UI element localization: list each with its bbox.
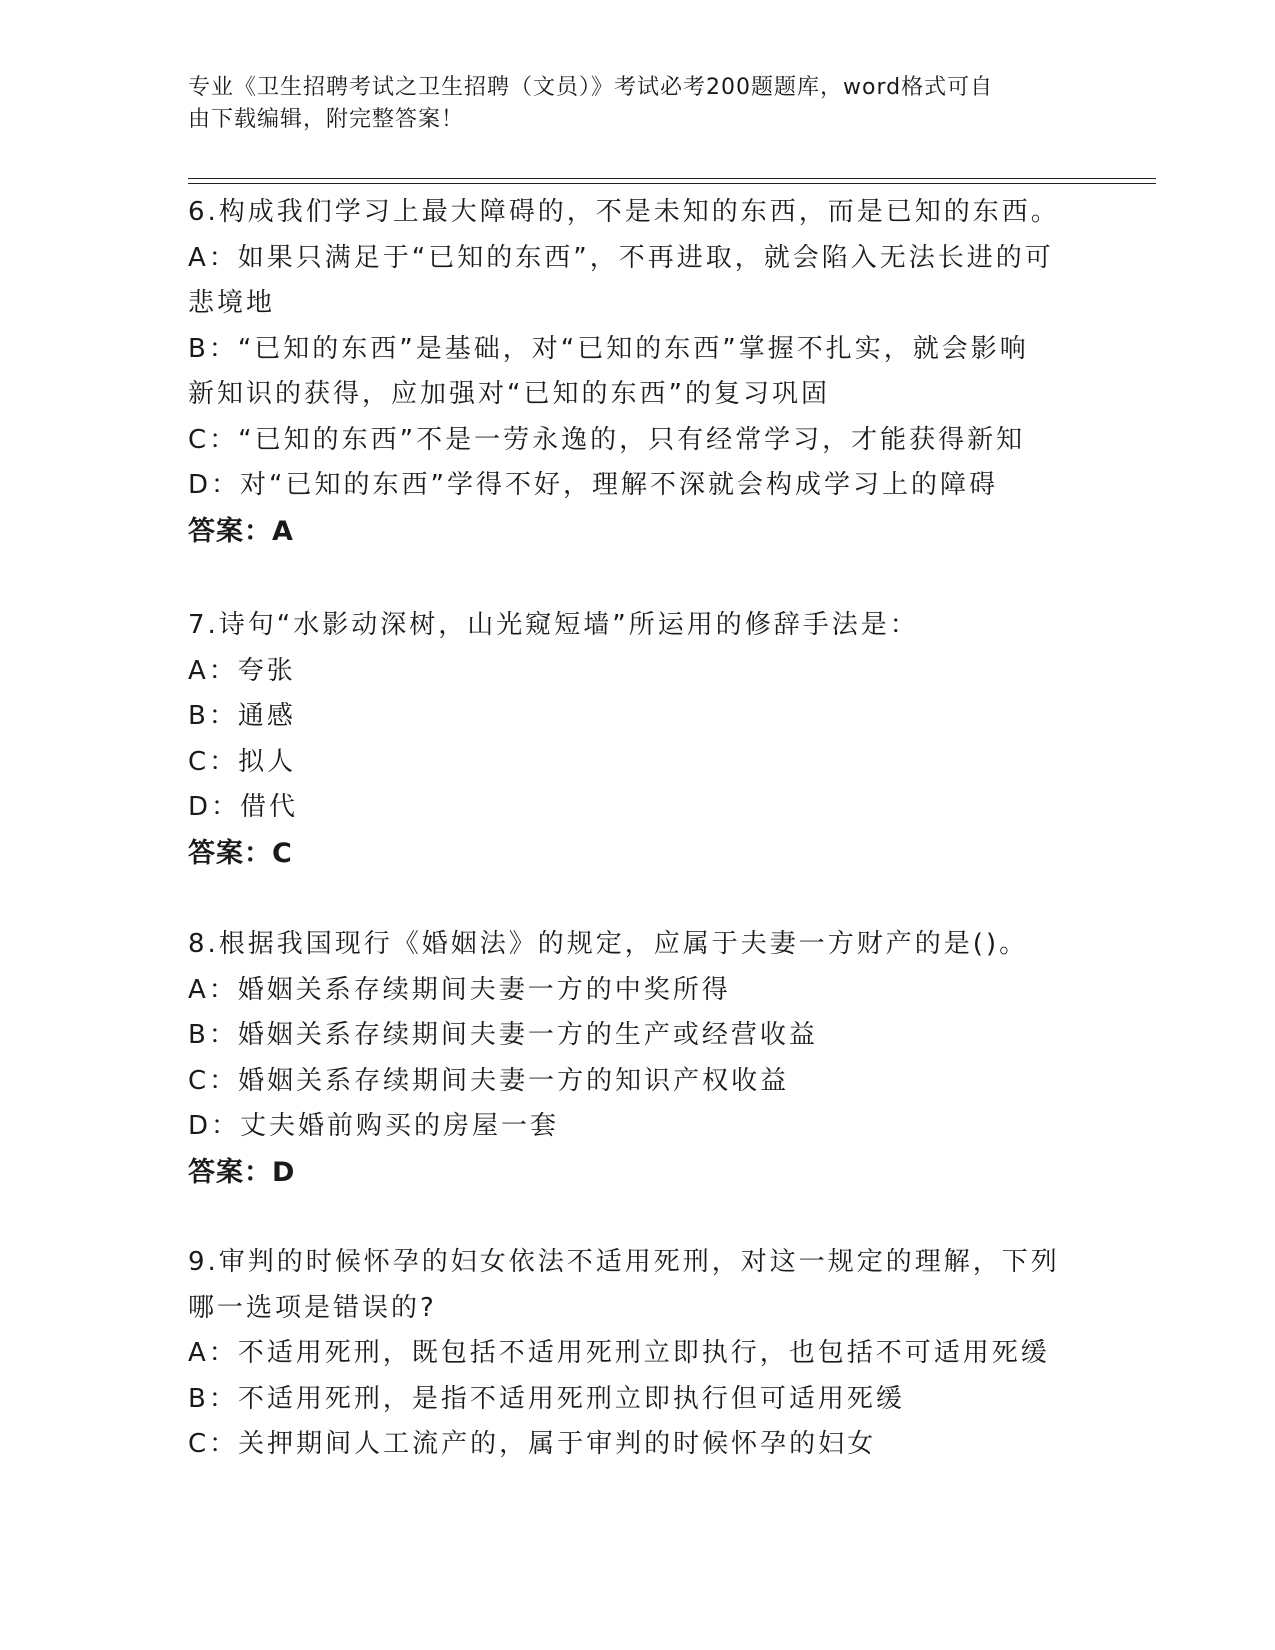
option-d: D：对“已知的东西”学得不好，理解不深就会构成学习上的障碍	[188, 470, 998, 500]
answer-key: 答案：D	[188, 1156, 296, 1188]
option-a-continued: 悲境地	[188, 288, 276, 318]
document-header	[188, 72, 1068, 136]
option-a: A：婚姻关系存续期间夫妻一方的中奖所得	[188, 974, 731, 1005]
option-d: D：借代	[188, 792, 299, 822]
question-stem-continued: 哪一选项是错误的?	[188, 1292, 437, 1323]
option-c: C：拟人	[188, 746, 297, 777]
question-8	[188, 922, 1088, 1195]
option-b-continued: 新知识的获得，应加强对“已知的东西”的复习巩固	[188, 379, 830, 409]
question-9	[188, 1240, 1088, 1468]
option-a: A：如果只满足于“已知的东西”，不再进取，就会陷入无法长进的可	[188, 242, 1054, 273]
header-line-1: 专业《卫生招聘考试之卫生招聘（文员）》考试必考200题题库，word格式可自	[188, 75, 994, 100]
option-b: B：婚姻关系存续期间夫妻一方的生产或经营收益	[188, 1020, 818, 1050]
option-b: B：通感	[188, 701, 296, 731]
question-stem: 8.根据我国现行《婚姻法》的规定，应属于夫妻一方财产的是()。	[188, 929, 1029, 959]
option-c: C：“已知的东西”不是一劳永逸的，只有经常学习，才能获得新知	[188, 424, 1026, 455]
option-b: B：“已知的东西”是基础，对“已知的东西”掌握不扎实，就会影响	[188, 333, 1029, 364]
header-divider-top	[188, 178, 1156, 179]
question-7	[188, 603, 1088, 876]
option-a: A：不适用死刑，既包括不适用死刑立即执行，也包括不可适用死缓	[188, 1338, 1050, 1368]
option-d: D：丈夫婚前购买的房屋一套	[188, 1111, 560, 1141]
option-c: C：关押期间人工流产的，属于审判的时候怀孕的妇女	[188, 1429, 877, 1459]
question-stem: 6.构成我们学习上最大障碍的，不是未知的东西，而是已知的东西。	[188, 197, 1060, 227]
header-divider-bottom	[188, 183, 1156, 184]
header-line-2: 由下载编辑，附完整答案！	[188, 107, 465, 132]
answer-key: 答案：C	[188, 837, 293, 869]
option-a: A：夸张	[188, 655, 296, 686]
question-6	[188, 190, 1088, 554]
answer-key: 答案：A	[188, 515, 294, 547]
option-c: C：婚姻关系存续期间夫妻一方的知识产权收益	[188, 1065, 790, 1096]
question-stem: 9.审判的时候怀孕的妇女依法不适用死刑，对这一规定的理解，下列	[188, 1247, 1060, 1277]
option-b: B：不适用死刑，是指不适用死刑立即执行但可适用死缓	[188, 1383, 905, 1414]
question-stem: 7.诗句“水影动深树，山光窥短墙”所运用的修辞手法是：	[188, 610, 919, 640]
